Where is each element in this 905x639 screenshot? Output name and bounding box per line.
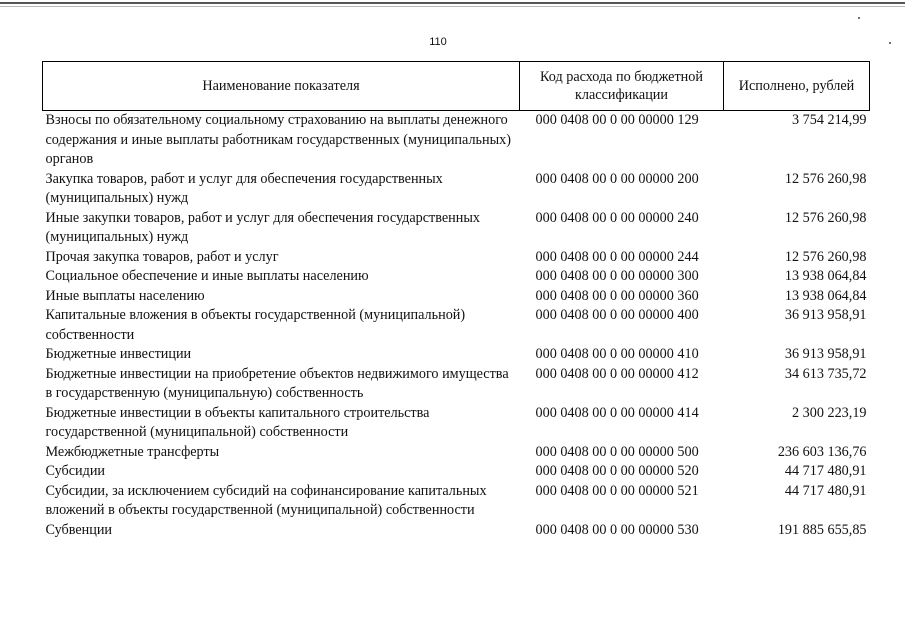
table-row <box>43 462 870 482</box>
row-code: 000 0408 00 0 00 00000 360 <box>535 287 699 304</box>
scan-top-rule <box>0 2 905 4</box>
row-amount: 12 576 260,98 <box>784 248 867 265</box>
row-amount: 44 717 480,91 <box>784 482 867 499</box>
table-row <box>43 111 870 170</box>
row-code: 000 0408 00 0 00 00000 200 <box>535 170 699 187</box>
header-executed-amount: Исполнено, рублей <box>724 62 870 111</box>
row-amount: 13 938 064,84 <box>784 287 867 304</box>
row-amount: 12 576 260,98 <box>784 209 867 226</box>
row-amount: 2 300 223,19 <box>792 404 867 421</box>
table-body <box>43 111 870 541</box>
row-code: 000 0408 00 0 00 00000 520 <box>535 463 699 479</box>
table-row <box>43 365 870 404</box>
row-amount: 191 885 655,85 <box>777 521 867 538</box>
table-row <box>43 521 870 541</box>
row-amount: 12 576 260,98 <box>784 170 867 187</box>
row-name: Капитальные вложения в объекты государственной (муниципальной) собственности <box>45 307 466 343</box>
row-name: Бюджетные инвестиции <box>45 346 192 362</box>
header-expense-code: Код расхода по бюджетной классификации <box>520 62 724 111</box>
row-name: Иные выплаты населению <box>45 287 205 304</box>
row-code: 000 0408 00 0 00 00000 530 <box>535 521 699 538</box>
row-code: 000 0408 00 0 00 00000 412 <box>535 365 699 382</box>
row-amount: 13 938 064,84 <box>784 268 867 284</box>
row-amount: 44 717 480,91 <box>784 463 867 479</box>
row-name: Иные закупки товаров, работ и услуг для обеспечения государственных (муниципальных) нужд <box>45 209 480 245</box>
table-header-row <box>43 62 870 111</box>
scan-top-rule-thin <box>0 6 905 7</box>
row-name: Прочая закупка товаров, работ и услуг <box>45 248 279 265</box>
row-name: Межбюджетные трансферты <box>45 443 220 460</box>
header-indicator-name: Наименование показателя <box>43 62 520 111</box>
row-name: Закупка товаров, работ и услуг для обеспечения государственных (муниципальных) нужд <box>45 170 443 206</box>
budget-table <box>42 61 870 540</box>
table-row <box>43 170 870 209</box>
scan-speck <box>889 42 891 44</box>
table-row <box>43 248 870 268</box>
row-name: Социальное обеспечение и иные выплаты населению <box>45 268 369 284</box>
row-amount: 36 913 958,91 <box>784 346 867 362</box>
row-amount: 36 913 958,91 <box>784 307 867 323</box>
row-name: Бюджетные инвестиции в объекты капитального строительства государственной (муниципальной) собственности <box>45 404 430 440</box>
table-row <box>43 482 870 521</box>
row-amount: 34 613 735,72 <box>784 365 867 382</box>
row-name: Субсидии <box>45 463 106 479</box>
table-row <box>43 287 870 307</box>
row-code: 000 0408 00 0 00 00000 300 <box>535 268 699 284</box>
table-row <box>43 345 870 365</box>
scan-speck <box>858 17 860 19</box>
table-row <box>43 267 870 287</box>
row-name: Бюджетные инвестиции на приобретение объектов недвижимого имущества в государственную (муниципальную) собственность <box>45 365 509 401</box>
row-name: Субсидии, за исключением субсидий на софинансирование капитальных вложений в объекты государственной (муниципальной) собственности <box>45 482 487 518</box>
table-row <box>43 443 870 463</box>
table-row <box>43 404 870 443</box>
page-number: 110 <box>429 36 447 48</box>
row-code: 000 0408 00 0 00 00000 400 <box>535 307 699 323</box>
row-amount: 3 754 214,99 <box>792 112 867 128</box>
table-row <box>43 209 870 248</box>
row-code: 000 0408 00 0 00 00000 244 <box>535 248 699 265</box>
row-name: Субвенции <box>45 521 113 538</box>
row-code: 000 0408 00 0 00 00000 410 <box>535 346 699 362</box>
row-code: 000 0408 00 0 00 00000 500 <box>535 443 699 460</box>
table-row <box>43 306 870 345</box>
row-code: 000 0408 00 0 00 00000 414 <box>535 404 699 421</box>
row-code: 000 0408 00 0 00 00000 129 <box>535 112 699 128</box>
row-code: 000 0408 00 0 00 00000 240 <box>535 209 699 226</box>
row-amount: 236 603 136,76 <box>777 443 867 460</box>
row-name: Взносы по обязательному социальному страхованию на выплаты денежного содержания и иные выплаты работникам государственных (муниципальных) органов <box>45 112 511 167</box>
row-code: 000 0408 00 0 00 00000 521 <box>535 482 699 499</box>
